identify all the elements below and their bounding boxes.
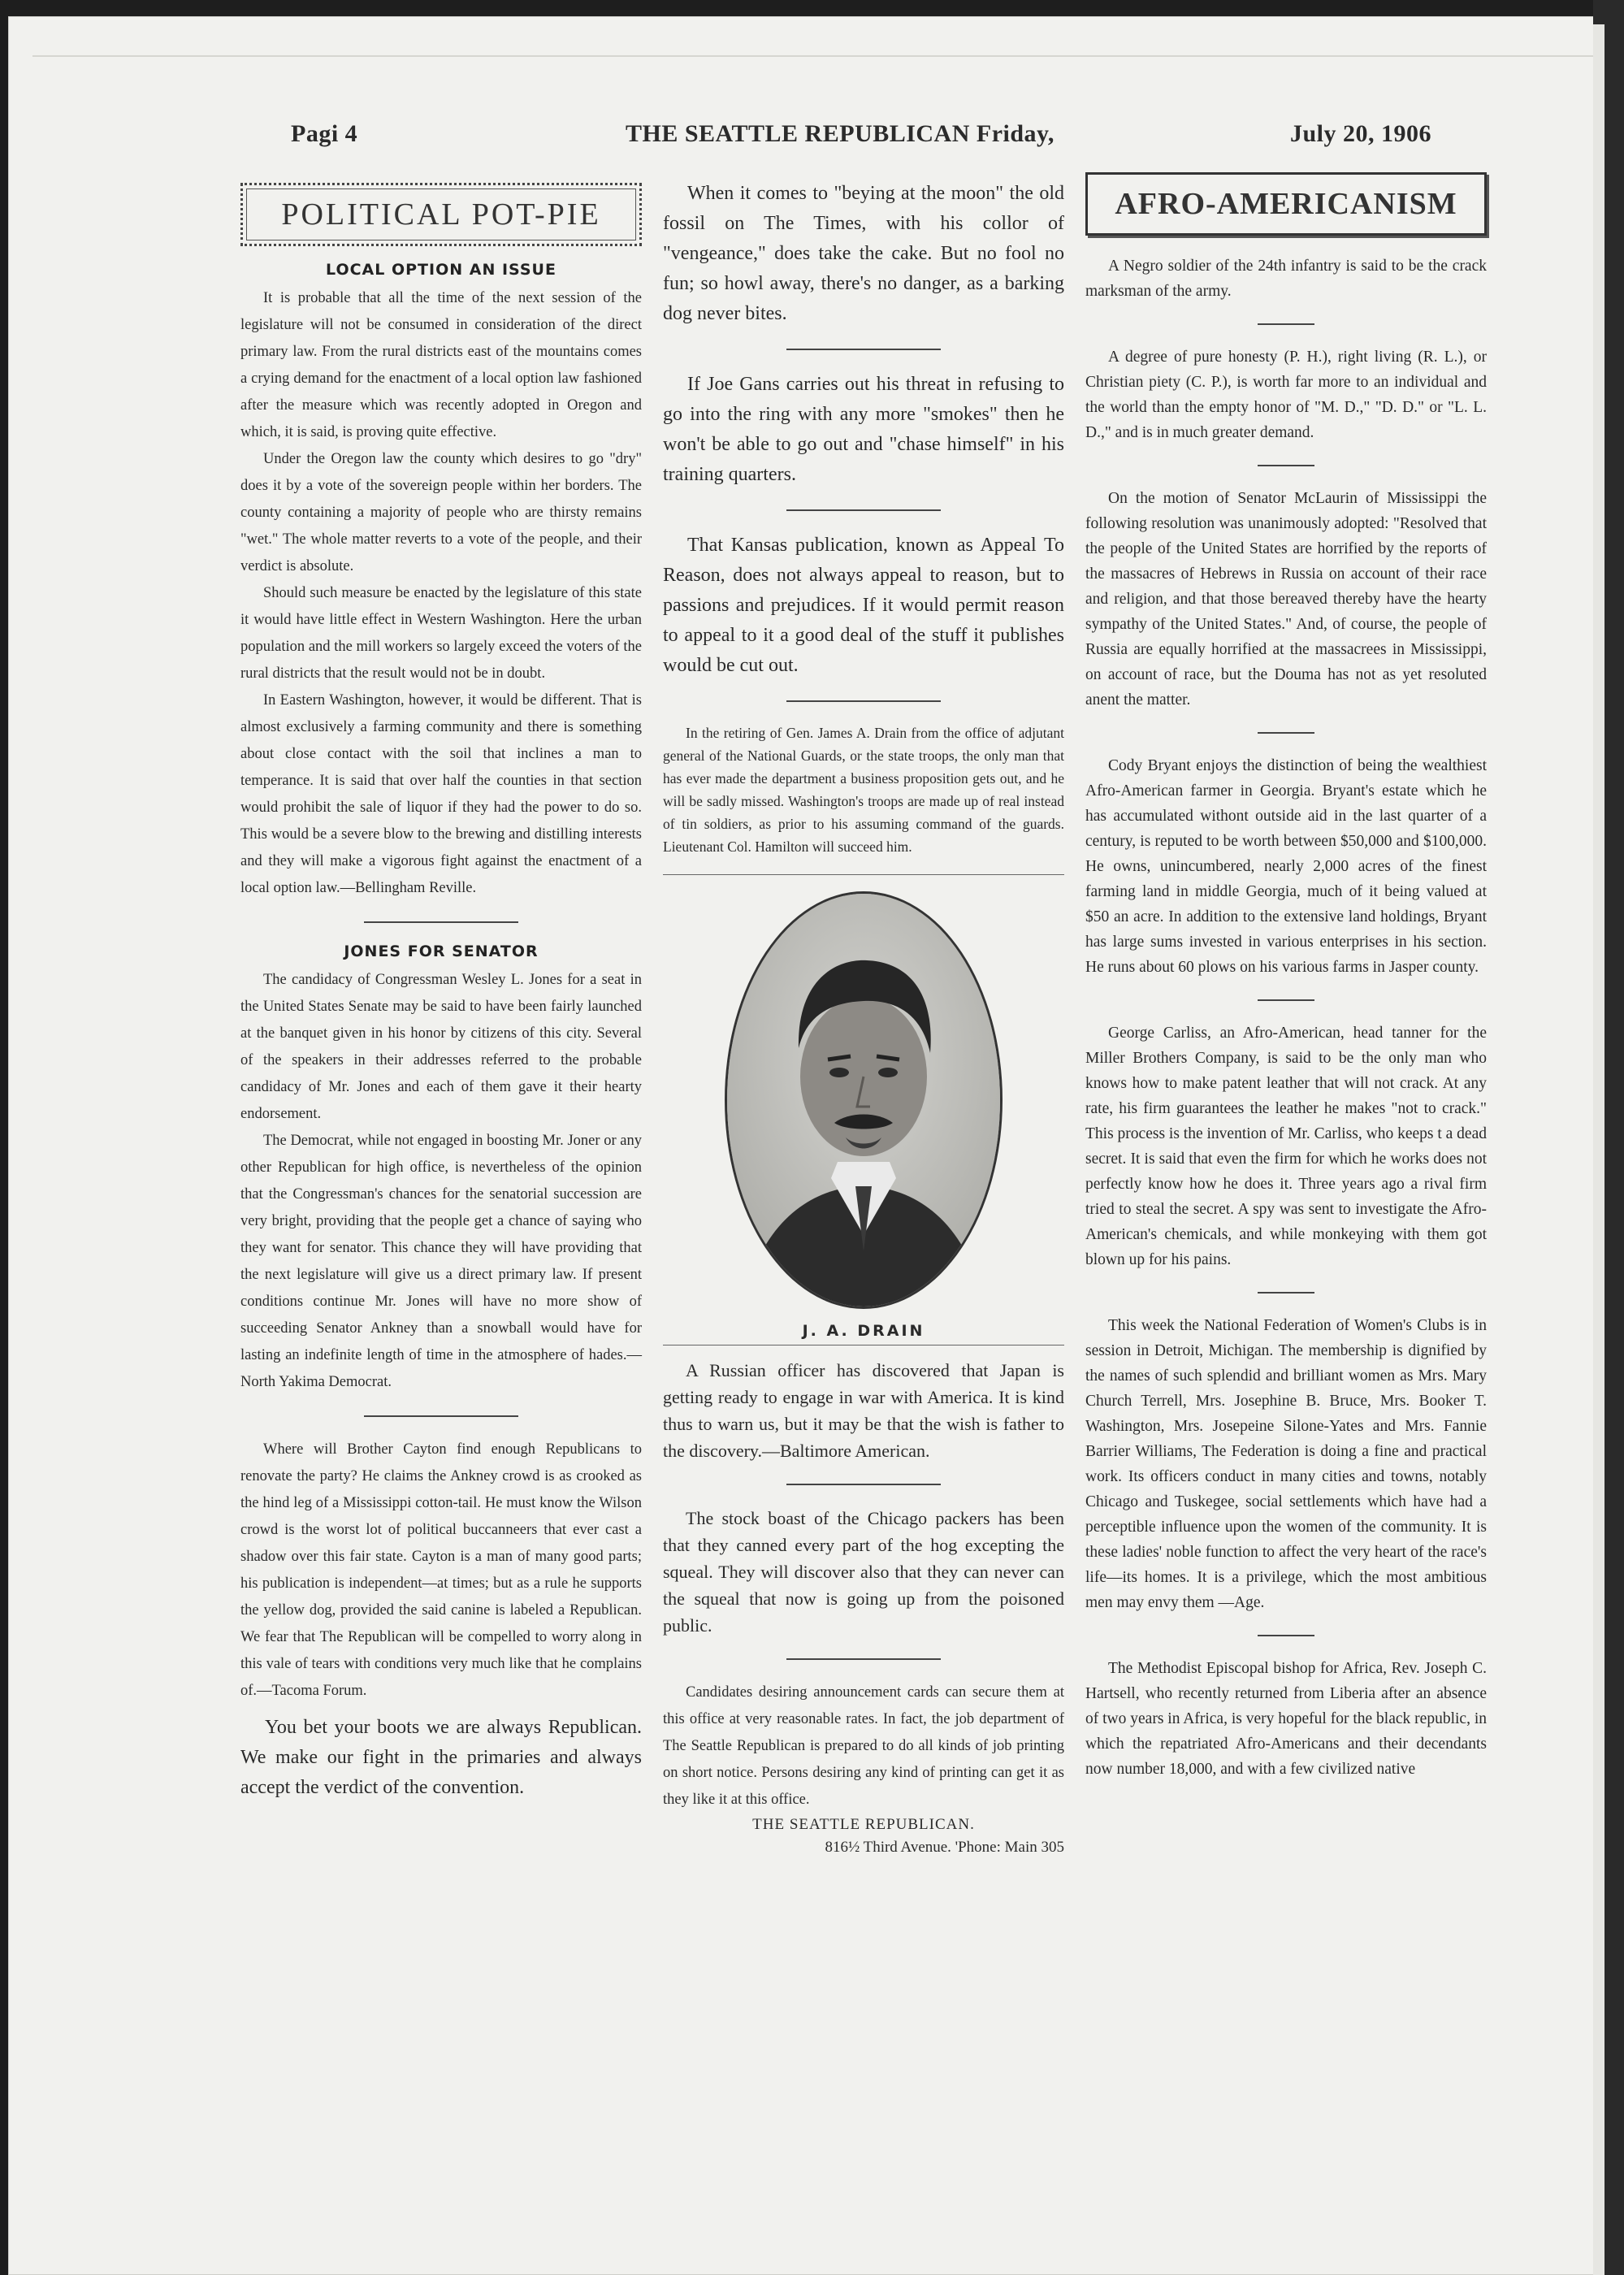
issue-date: July 20, 1906: [1290, 120, 1432, 147]
section-rule: [1258, 1635, 1314, 1636]
article-paragraph: A Russian officer has discovered that Japan is getting ready to engage in war with America. It is kind thus to warn us, but it may be that the wish is father to the discovery.—Baltimore American.: [663, 1360, 1064, 1461]
article-paragraph: In Eastern Washington, however, it would be different. That is almost exclusively a farming community and there is something about close contact with the soil that inclines a man to temperance. It is said that over half the counties in that section would prohibit the sale of liquor if they had the power to do so. This would be a severe blow to the brewing and distilling interests and they will make a vigorous fight against the enactment of a local option law.—Bellingham Reville.: [240, 692, 642, 896]
article-paragraph: A degree of pure honesty (P. H.), right living (R. L.), or Christian piety (C. P.), is worth far more to an individual and the world than the empty honor of "M. D.," "D. D." or "L. L. D.," and is in much greater demand.: [1085, 349, 1487, 441]
article-paragraph: Under the Oregon law the county which desires to go "dry" does it by a vote of the sovereign people within her borders. The county containing a majority of people who are thirsty remains "wet." The whole matter reverts to a vote of the people, and their verdict is absolute.: [240, 451, 642, 574]
column-left: [240, 183, 642, 1803]
article-paragraph: Where will Brother Cayton find enough Republicans to renovate the party? He claims the Ankney crowd is as crooked as the hind leg of a Mississippi cotton-tail. He must know the Wilson crowd is the worst lot of political buccanneers that ever cast a shadow over this fair state. Cayton is a man of many good parts; his publication is independent—at times; but as a rule he supports the yellow dog, provided the said canine is labeled a Republican. We fear that The Republican will be compelled to worry along in this vale of tears with conditions very much like that he complains of.—Tacoma Forum.: [240, 1441, 642, 1699]
section-rule: [786, 349, 941, 350]
article-paragraph: This week the National Federation of Women's Clubs is in session in Detroit, Michigan. The membership is dignified by the names of such splendid and brilliant women as Mrs. Mary Church Terrell, Mrs. Josephine B. Bruce, Mrs. Booker T. Washington, Mrs. Josepeine Silone-Yates and Mrs. Fannie Barrier Williams, The Federation is doing a fine and practical work. Its officers conduct in many cities and towns, notably Chicago and Tuskegee, social settlements which have had a perceptible influence upon the women of the community. It is these ladies' noble function to affect the very heart of the race's life—its homes. It is a privilege, which the most ambitious men may envy them —Age.: [1085, 1317, 1487, 1611]
article-paragraph: The candidacy of Congressman Wesley L. Jones for a seat in the United States Senate may be said to have been fairly launched at the banquet given in his honor by citizens of this city. Several of the speakers in their addresses referred to the probable candidacy of Mr. Jones and each of them gave it their hearty endorsement.: [240, 972, 642, 1122]
column-right: [1085, 172, 1487, 1782]
masthead: THE SEATTLE REPUBLICAN Friday,: [626, 120, 1055, 147]
article-paragraph: A Negro soldier of the 24th infantry is said to be the crack marksman of the army.: [1085, 258, 1487, 300]
article-paragraph: George Carliss, an Afro-American, head tanner for the Miller Brothers Company, is said to be the only man who knows how to make patent leather that will not crack. At any rate, his firm guarantees the leather he makes "not to crack." This process is the invention of Mr. Carliss, who keeps t a dead secret. It is said that even the firm for which he works does not perfectly know how he does it. Three years ago a rival firm tried to steal the secret. A spy was sent to investigate the Afro-American's chemicals, and while monkeying with them got blown up for his pains.: [1085, 1025, 1487, 1268]
article-paragraph: The Methodist Episcopal bishop for Africa, Rev. Joseph C. Hartsell, who recently returned from Liberia after an absence of two years in Africa, is very hopeful for the black republic, in which the repatriated Afro-Americans and their decendants now number 18,000, and with a few civilized native: [1085, 1660, 1487, 1778]
section-rule: [1258, 465, 1314, 466]
office-street-phone: 816½ Third Avenue. 'Phone: Main 305: [825, 1839, 1064, 1856]
section-rule: [1258, 323, 1314, 325]
office-name: THE SEATTLE REPUBLICAN.: [752, 1816, 975, 1833]
office-address: [663, 1814, 1064, 1859]
article-paragraph: Candidates desiring announcement cards can secure them at this office at very reasonable rates. In fact, the job department of The Seattle Republican is prepared to do all kinds of job printing on short notice. Persons desiring any kind of printing can get it as they like it at this office.: [663, 1684, 1064, 1808]
section-rule: [786, 1484, 941, 1485]
page-stack-edge: [1593, 24, 1605, 2275]
article-paragraph-large: You bet your boots we are always Republican. We make our fight in the primaries and always accept the verdict of the convention.: [240, 1717, 642, 1798]
section-box-afro-americanism: AFRO-AMERICANISM: [1085, 172, 1487, 236]
article-paragraph-small: In the retiring of Gen. James A. Drain from the office of adjutant general of the National Guards, or the state troops, the only man that has ever made the department a business proposition gets out, and he will be sadly missed. Washington's troops are made up of real instead of tin soldiers, as prior to his assuming command of the guards. Lieutenant Col. Hamilton will succeed him.: [663, 725, 1064, 855]
section-rule: [1258, 732, 1314, 734]
portrait-illustration: [727, 894, 1000, 1306]
subhead-jones-for-senator: JONES FOR SENATOR: [344, 942, 539, 960]
full-width-rule: [663, 1345, 1064, 1346]
portrait-photo-drain: [725, 891, 1003, 1309]
section-rule: [364, 1415, 518, 1417]
book-edge: [1593, 0, 1624, 2275]
article-paragraph-large: If Joe Gans carries out his threat in refusing to go into the ring with any more "smokes" then he won't be able to go out and "chase himself" in his training quarters.: [663, 374, 1064, 485]
portrait-frame: [663, 891, 1064, 1309]
article-paragraph: On the motion of Senator McLaurin of Mississippi the following resolution was unanimously adopted: "Resolved that the people of the United States are horrified by the reports of the massacres of Hebrews in Russia on account of their race and religion, and that those bereaved thereby have the hearty sympathy of the United States." And, of course, the people of Russia are equally horrified at the massacrees in Mississippi, on account of race, but the Douma has not as yet resoluted anent the matter.: [1085, 490, 1487, 708]
article-paragraph: Cody Bryant enjoys the distinction of being the wealthiest Afro-American farmer in Georgia. Bryant's estate which he has accumulated withont outside aid in the last quarter of a century, is reputed to be worth between $50,000 and $100,000. He owns, unincumbered, nearly 2,000 acres of the finest farming land in middle Georgia, much of it being valued at $50 an acre. In addition to the extensive land holdings, Bryant has large sums invested in various enterprises in his section. He runs about 60 plows on his various farms in Jasper county.: [1085, 757, 1487, 976]
page-number-label: Pagi 4: [291, 120, 358, 147]
section-rule: [364, 921, 518, 923]
section-box-political-pot-pie: POLITICAL POT-PIE: [240, 183, 642, 246]
article-paragraph-large: That Kansas publication, known as Appeal To Reason, does not always appeal to reason, but to passions and prejudices. If it would permit reason to appeal to it a good deal of the stuff it publishes would be cut out.: [663, 535, 1064, 676]
subhead-local-option: LOCAL OPTION AN ISSUE: [326, 261, 556, 279]
column-middle: [663, 179, 1064, 1859]
article-paragraph: It is probable that all the time of the next session of the legislature will not be consumed in consideration of the direct primary law. From the rural districts east of the mountains comes a crying demand for the enactment of a local option law fashioned after the measure which was recently adopted in Oregon and which, it is said, is proving quite effective.: [240, 290, 642, 440]
article-paragraph-large: When it comes to "beying at the moon" the old fossil on The Times, with his collor of "vengeance," does take the cake. But no fool no fun; so howl away, there's no danger, as a barking dog never bites.: [663, 183, 1064, 324]
section-rule: [1258, 999, 1314, 1001]
article-paragraph: The stock boast of the Chicago packers has been that they canned every part of the hog excepting the squeal. They will discover also that they can never can the squeal that now is going up from the poisoned public.: [663, 1508, 1064, 1636]
section-rule: [1258, 1292, 1314, 1294]
section-rule: [786, 700, 941, 702]
full-width-rule: [663, 874, 1064, 875]
newspaper-page: [8, 16, 1605, 2275]
article-paragraph: Should such measure be enacted by the legislature of this state it would have little effect in Western Washington. Here the urban population and the mill workers so largely exceed the voters of the rural districts that the result would not be in doubt.: [240, 585, 642, 682]
article-paragraph: The Democrat, while not engaged in boosting Mr. Joner or any other Republican for high office, is nevertheless of the opinion that the Congressman's chances for the senatorial succession are very bright, providing that the people get a chance of saying who they want for senator. This chance they will have providing that the next legislature will give us a direct primary law. If present conditions continue Mr. Jones will have no more show of succeeding Senator Ankney than a snowball would have for lasting an indefinite length of time in the atmosphere of hades.—North Yakima Democrat.: [240, 1133, 642, 1390]
portrait-caption: J. A. DRAIN: [802, 1322, 925, 1340]
section-rule: [786, 1658, 941, 1660]
section-rule: [786, 509, 941, 511]
page-fold-line: [32, 55, 1600, 57]
